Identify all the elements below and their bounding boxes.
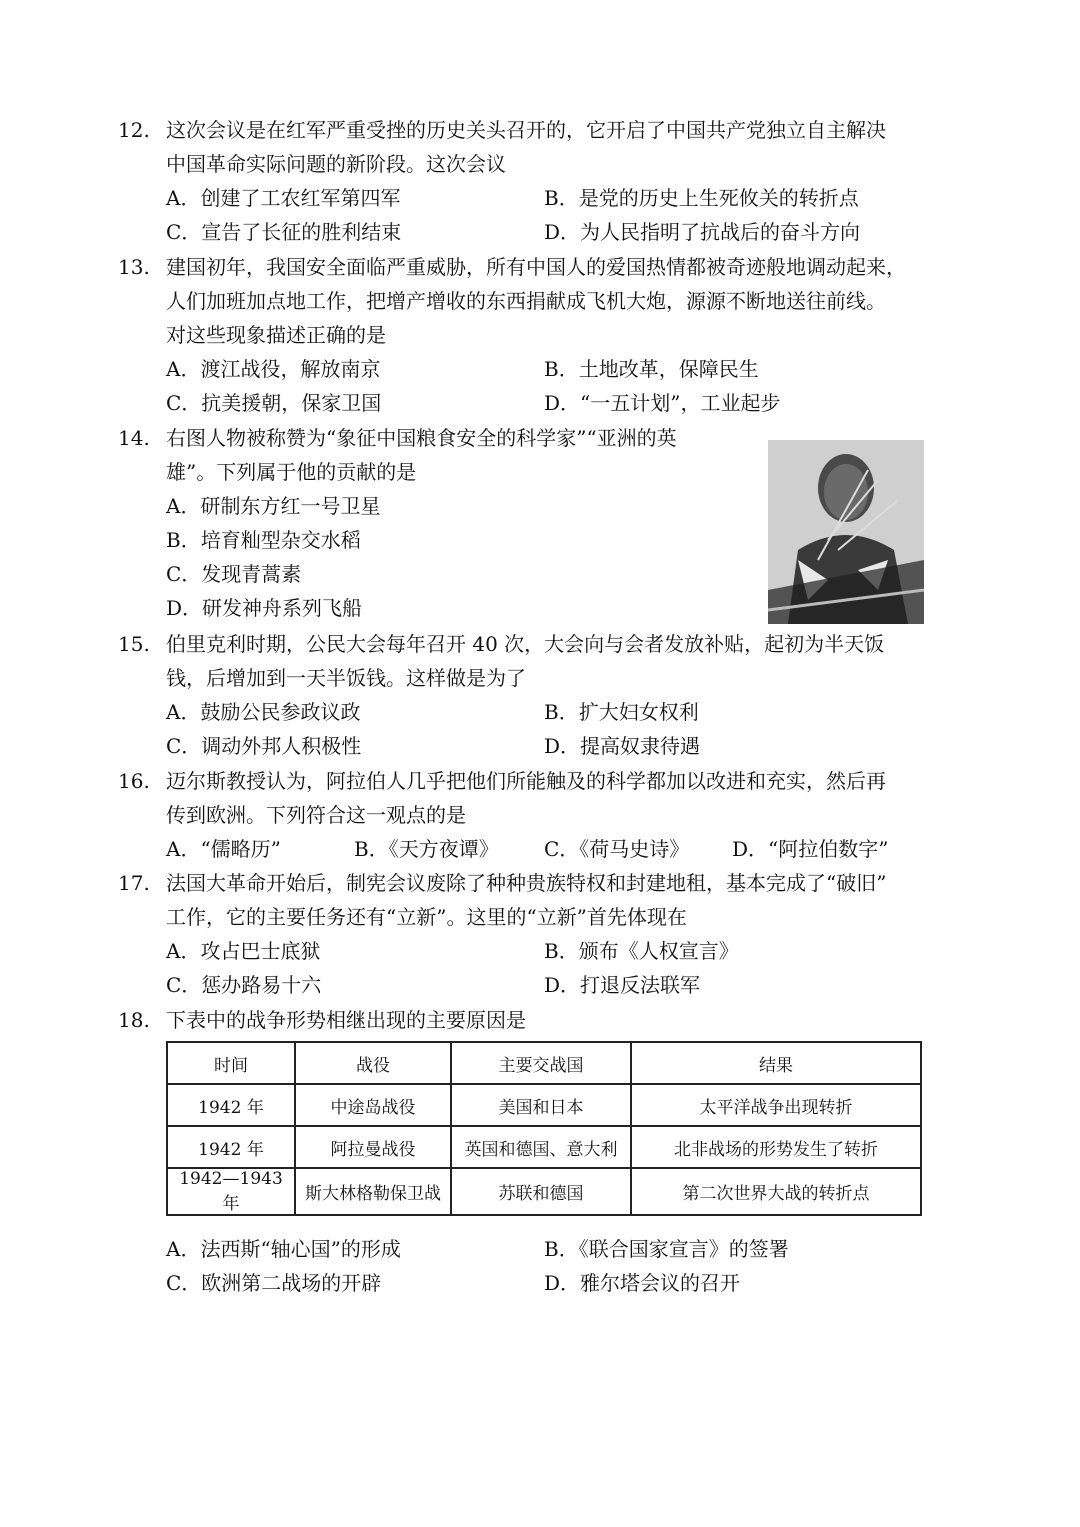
question-text: 对这些现象描述正确的是: [166, 323, 386, 347]
column-header: 主要交战国: [451, 1042, 631, 1084]
option-a[interactable]: A．攻占巴士底狱: [166, 939, 321, 963]
question-18: [118, 1003, 938, 1037]
table-cell: 1942 年: [167, 1126, 295, 1168]
option-d[interactable]: D．雅尔塔会议的召开: [544, 1271, 741, 1295]
option-d[interactable]: D．为人民指明了抗战后的奋斗方向: [544, 220, 861, 244]
question-text: 迈尔斯教授认为，阿拉伯人几乎把他们所能触及的科学都加以改进和充实，然后再: [166, 769, 886, 793]
question-number: 15.: [118, 632, 150, 656]
option-a[interactable]: A．“儒略历”: [166, 837, 281, 861]
portrait-photo: [768, 440, 924, 624]
question-17: [118, 866, 938, 1002]
column-header: 战役: [295, 1042, 451, 1084]
table-header-row: [167, 1042, 921, 1084]
question-text: 传到欧洲。下列符合这一观点的是: [166, 803, 466, 827]
portrait-image: [768, 440, 924, 624]
table-cell: 1942—1943 年: [167, 1168, 295, 1215]
option-a[interactable]: A．法西斯“轴心国”的形成: [166, 1237, 401, 1261]
question-text: 右图人物被称赞为“象征中国粮食安全的科学家”“亚洲的英: [166, 426, 677, 450]
question-12: [118, 113, 938, 249]
option-a[interactable]: A．研制东方红一号卫星: [166, 494, 381, 518]
battles-table: [166, 1041, 922, 1216]
table-cell: 中途岛战役: [295, 1084, 451, 1126]
option-b[interactable]: B．培育籼型杂交水稻: [166, 528, 361, 552]
option-b[interactable]: B．扩大妇女权利: [544, 700, 699, 724]
option-c[interactable]: C．调动外邦人积极性: [166, 734, 362, 758]
question-number: 14.: [118, 426, 150, 450]
option-a[interactable]: A．渡江战役，解放南京: [166, 357, 381, 381]
option-a[interactable]: A．鼓励公民参政议政: [166, 700, 361, 724]
table-cell: 北非战场的形势发生了转折: [631, 1126, 921, 1168]
option-b[interactable]: B．《联合国家宣言》的签署: [544, 1237, 789, 1261]
option-c[interactable]: C．宣告了长征的胜利结束: [166, 220, 402, 244]
option-d[interactable]: D．打退反法联军: [544, 973, 701, 997]
question-13: [118, 250, 938, 420]
table-row: [167, 1084, 921, 1126]
column-header: 结果: [631, 1042, 921, 1084]
question-text: 法国大革命开始后，制宪会议废除了种种贵族特权和封建地租，基本完成了“破旧”: [166, 871, 887, 895]
table-cell: 斯大林格勒保卫战: [295, 1168, 451, 1215]
table-cell: 英国和德国、意大利: [451, 1126, 631, 1168]
table-cell: 美国和日本: [451, 1084, 631, 1126]
table-cell: 阿拉曼战役: [295, 1126, 451, 1168]
option-b[interactable]: B．土地改革，保障民生: [544, 357, 759, 381]
question-number: 18.: [118, 1008, 150, 1032]
question-text: 这次会议是在红军严重受挫的历史关头召开的，它开启了中国共产党独立自主解决: [166, 118, 886, 142]
question-text: 钱，后增加到一天半饭钱。这样做是为了: [166, 666, 526, 690]
table-cell: 第二次世界大战的转折点: [631, 1168, 921, 1215]
option-b[interactable]: B．《天方夜谭》: [354, 837, 499, 861]
question-number: 16.: [118, 769, 150, 793]
question-18-options: [118, 1232, 938, 1300]
question-text: 雄”。下列属于他的贡献的是: [166, 460, 417, 484]
option-d[interactable]: D．提高奴隶待遇: [544, 734, 701, 758]
question-15: [118, 627, 938, 763]
option-c[interactable]: C．惩办路易十六: [166, 973, 322, 997]
table-row: [167, 1168, 921, 1215]
question-text: 中国革命实际问题的新阶段。这次会议: [166, 152, 506, 176]
question-number: 17.: [118, 871, 150, 895]
option-d[interactable]: D．“阿拉伯数字”: [732, 837, 889, 861]
option-c[interactable]: C．《荷马史诗》: [544, 837, 690, 861]
question-number: 12.: [118, 118, 150, 142]
option-c[interactable]: C．发现青蒿素: [166, 562, 302, 586]
option-b[interactable]: B．颁布《人权宣言》: [544, 939, 739, 963]
option-c[interactable]: C．抗美援朝，保家卫国: [166, 391, 382, 415]
question-text: 建国初年，我国安全面临严重威胁，所有中国人的爱国热情都被奇迹般地调动起来，: [166, 255, 906, 279]
option-b[interactable]: B．是党的历史上生死攸关的转折点: [544, 186, 859, 210]
question-text: 伯里克利时期，公民大会每年召开 40 次，大会向与会者发放补贴，起初为半天饭: [166, 632, 885, 656]
table-cell: 1942 年: [167, 1084, 295, 1126]
question-text: 下表中的战争形势相继出现的主要原因是: [166, 1008, 526, 1032]
option-c[interactable]: C．欧洲第二战场的开辟: [166, 1271, 382, 1295]
question-number: 13.: [118, 255, 150, 279]
question-text: 人们加班加点地工作，把增产增收的东西捐献成飞机大炮，源源不断地送往前线。: [166, 289, 886, 313]
table-cell: 太平洋战争出现转折: [631, 1084, 921, 1126]
question-text: 工作，它的主要任务还有“立新”。这里的“立新”首先体现在: [166, 905, 687, 929]
option-d[interactable]: D．研发神舟系列飞船: [166, 596, 363, 620]
table-cell: 苏联和德国: [451, 1168, 631, 1215]
option-a[interactable]: A．创建了工农红军第四军: [166, 186, 401, 210]
question-16: [118, 764, 938, 866]
option-d[interactable]: D．“一五计划”，工业起步: [544, 391, 781, 415]
column-header: 时间: [167, 1042, 295, 1084]
table-row: [167, 1126, 921, 1168]
